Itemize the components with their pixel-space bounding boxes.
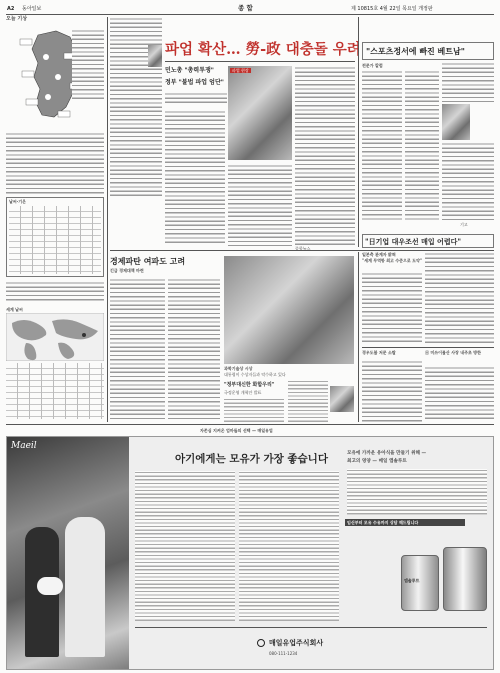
small-story-subhead: 국정운영 개혁안 발표	[224, 390, 262, 395]
opinion-body-3	[442, 142, 494, 220]
section-label: 종 합	[238, 4, 253, 12]
small-story-headline: "정부대신한 화합우리"	[224, 382, 275, 388]
ad-family-photo	[7, 437, 129, 669]
ad-side-list	[347, 469, 487, 515]
weather-forecast-text	[6, 132, 104, 194]
weather-table-title: 날씨·기온	[9, 199, 26, 204]
ad-headline: 아기에게는 모유가 가장 좋습니다	[175, 453, 328, 465]
right-story-headline: "日기업 대우조선 매입 어렵다"	[362, 234, 494, 248]
ad-side-sub: 최고의 영양 — 매일 앱솔루트	[347, 459, 407, 464]
small-story-body-2	[288, 380, 328, 422]
ad-side-box: 임신부터 모유 수유까지 상담 해드립니다	[345, 519, 465, 526]
weather-column	[6, 17, 104, 422]
ad-top-rule	[6, 424, 494, 425]
ad-side-title: 모유에 가까운 유아식을 만들기 위해 —	[347, 451, 427, 456]
mid-left-subhead: 긴급 경제대책 마련	[110, 268, 144, 273]
right-story-body-1	[362, 272, 422, 344]
opinion-body-1	[362, 70, 402, 220]
masthead	[6, 3, 494, 13]
ad-top-banner: 자존심 지켜온 엄마들의 선택 — 매일유업	[200, 428, 273, 433]
world-weather-title: 세계 날씨	[6, 307, 23, 312]
ad-company-name: 매일유업주식회사	[269, 638, 324, 647]
main-photo	[228, 66, 292, 160]
main-body-col-1	[165, 110, 225, 245]
mid-left-body-2	[168, 278, 220, 422]
right-story-kicker: "세계 무역항 최고 수준으로 도약"	[362, 258, 422, 263]
weather-title: 오늘 기상	[6, 16, 28, 22]
maeil-advertisement	[6, 436, 494, 670]
ceremony-photo	[224, 256, 354, 364]
ad-figure-2	[65, 517, 105, 657]
columnist-photo	[442, 104, 470, 140]
main-byline: 종합뉴스	[295, 246, 311, 251]
main-lede	[165, 92, 227, 106]
main-subhead-2: 정부 "불법 파업 엄단"	[165, 79, 224, 86]
ad-brand-tag: Maeil	[11, 441, 37, 451]
page-number: A2	[7, 6, 15, 12]
ceremony-caption: 대통령이 수상자들과 악수하고 있다	[224, 372, 286, 377]
right-rule	[362, 347, 494, 348]
col-divider-3	[358, 252, 359, 422]
right-story-subhead: 일본측 관계자 밝혀	[362, 252, 396, 257]
bottom-right-right-title: 日 미쓰이물산 사장 내주초 방한	[425, 350, 481, 355]
small-story-thumb	[330, 386, 354, 412]
bottom-right-left-title: 경우도불 저문 소탈	[362, 350, 396, 355]
dateline: 제 10815호 4월 22일 목요일 개정판	[351, 6, 433, 12]
ad-baby	[37, 577, 63, 595]
main-photo-caption: 파업 현장	[232, 68, 249, 73]
mid-left-headline: 경제파탄 여파도 고려	[110, 256, 186, 266]
bottom-right-left-body	[362, 360, 422, 422]
ad-product-label: 앱솔루트	[404, 578, 420, 583]
ad-footer-rule	[135, 627, 487, 628]
main-body-col-2	[228, 164, 292, 246]
weather-notes	[6, 281, 104, 303]
weather-table	[6, 197, 104, 277]
opinion-byline: 기고	[460, 222, 468, 227]
opinion-kicker: 전문가 칼럼	[362, 63, 383, 68]
weather-text-right	[72, 29, 104, 99]
main-body-col-3	[295, 66, 355, 246]
ad-company-logo-icon	[257, 639, 265, 647]
world-weather-map	[6, 313, 104, 361]
main-headline: 파업 확산… 勞-政 대충돌 우려	[165, 41, 361, 58]
ad-product-can-2	[443, 547, 487, 611]
col-divider-1	[107, 17, 108, 422]
ad-body-2	[239, 471, 339, 621]
ad-product-can-1	[401, 555, 439, 611]
main-subhead: 민노총 "총력투쟁"	[165, 67, 214, 74]
bottom-right-right-body	[425, 366, 494, 422]
right-story-body-2	[425, 252, 494, 344]
col-divider-2	[358, 17, 359, 247]
world-weather-table	[6, 363, 104, 419]
opinion-headline: "스포츠정서에 빠진 베트남"	[362, 42, 494, 60]
masthead-rule	[6, 14, 494, 15]
opinion-body-2	[405, 70, 439, 220]
left-article-body	[110, 17, 162, 197]
left-inset-photo	[148, 45, 162, 67]
ad-body-1	[135, 471, 235, 621]
ceremony-caption-title: 과학기술상 시상	[224, 366, 253, 371]
small-story-body	[224, 398, 284, 422]
mid-left-body-1	[110, 278, 165, 422]
headline-rule	[165, 61, 355, 62]
horizontal-rule-mid	[110, 250, 494, 251]
paper-name: 동아일보	[22, 6, 42, 12]
ad-phone: 080-111-1234	[269, 651, 298, 656]
opinion-side-top	[442, 62, 494, 102]
